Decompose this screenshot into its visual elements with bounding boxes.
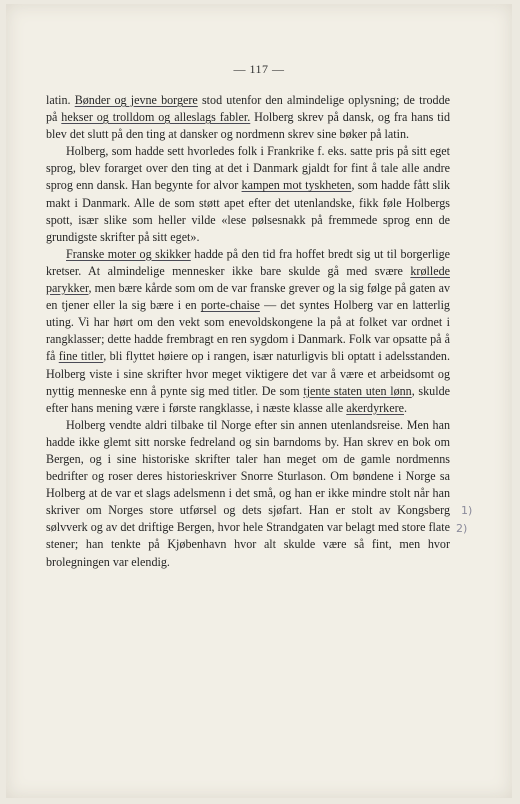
paragraph bbox=[46, 246, 450, 417]
underlined-phrase: kampen mot tyskheten bbox=[241, 178, 352, 193]
text-run: , men bære kårde som om de var franske grever og la sig følge på gaten av en tjener eller la sig bære i en bbox=[46, 281, 450, 313]
text-run: , som hadde fått slik makt i Danmark. Alle de som støtt apet efter det utenlandske, fikk føle Holbergs spott, især slike som heller vilde «lese pølsesnakk på fremmede sprog enn de grundigste skrifter på sitt eget». bbox=[46, 178, 451, 244]
text-run: stod utenfor den almindelige oplysning; de trodde på bbox=[46, 93, 450, 125]
text-run: latin. bbox=[46, 93, 75, 107]
text-run: Holberg vendte aldri tilbake til Norge efter sin annen utenlandsreise. Men han hadde ikke glemt sitt norske fedreland og sin barndoms by. Han skrev en bok om Bergen, og i sine historiske skrifter taler han meget om de gamle nordmenns bedrifter og roser deres historieskriver Snorre Sturlason. Om bøndene i Norge sa Holberg at de var et slags adelsmenn i det små, og han er ikke mindre stolt når han skriver om Norges store utførsel og dets sjøfart. Han er stolt av Kongsberg sølvverk og av det driftige Bergen, hvor hele Strandgaten var belagt med store flate stener; han tenkte på Kjøbenhavn hvor alt skulde være så fint, men hvor brolegningen var elendig. bbox=[46, 417, 450, 569]
text-run: , skulde efter hans mening være i første rangklasse, i næste klasse alle bbox=[46, 383, 450, 415]
text-run: Holberg skrev på dansk, og fra hans tid blev det slutt på den ting at dansker og nordmenn skrev sine bøker på latin. bbox=[46, 110, 450, 142]
underlined-phrase: akerdyrkere bbox=[346, 400, 404, 415]
book-page bbox=[6, 4, 512, 798]
margin-mark-2: 2) bbox=[456, 522, 468, 535]
underlined-phrase: Franske moter og skikker bbox=[66, 246, 191, 261]
underlined-phrase: porte-chaise bbox=[200, 298, 260, 313]
text-run: — det syntes Holberg var en latterlig uting. Vi har hørt om den vekt som enevoldskongene la på at folket var ordnet i rangklasser; dette hadde frembragt en ren sygdom i Danmark. Folk var opsatte på å få bbox=[46, 298, 450, 364]
text-run: , bli flyttet høiere op i rangen, især naturligvis bli optatt i adelsstanden. Holberg viste i sine skrifter hvor meget viktigere det var å være et arbeidsomt og nyttig menneske enn å pynte sig med titler. De som bbox=[46, 349, 450, 398]
paragraph bbox=[46, 417, 450, 571]
underlined-phrase: Bønder og jevne borgere bbox=[74, 93, 198, 107]
body-text bbox=[46, 92, 450, 571]
page-number: — 117 — bbox=[233, 62, 285, 76]
text-run: . bbox=[404, 400, 408, 415]
text-run: Holberg, som hadde sett hvorledes folk i Frankrike f. eks. satte pris på sitt eget sprog, blev forarget over den ting at det i Danmark gjaldt for fint å tale alle andre sprog enn dansk. Han begynte for alvor bbox=[46, 144, 450, 193]
underlined-phrase: krøllede parykker bbox=[46, 263, 450, 296]
text-run: hadde på den tid fra hoffet bredt sig ut til borgerlige kretser. At almindelige mennesker ikke bare skulde gå med svære bbox=[46, 246, 451, 278]
paragraph bbox=[46, 143, 450, 246]
paragraph bbox=[46, 92, 450, 143]
underlined-phrase: fine titler bbox=[58, 349, 104, 364]
margin-mark-1: 1) bbox=[461, 504, 473, 517]
underlined-phrase: hekser og trolldom og alleslags fabler. bbox=[61, 110, 251, 125]
underlined-phrase: tjente staten uten lønn bbox=[303, 383, 412, 398]
